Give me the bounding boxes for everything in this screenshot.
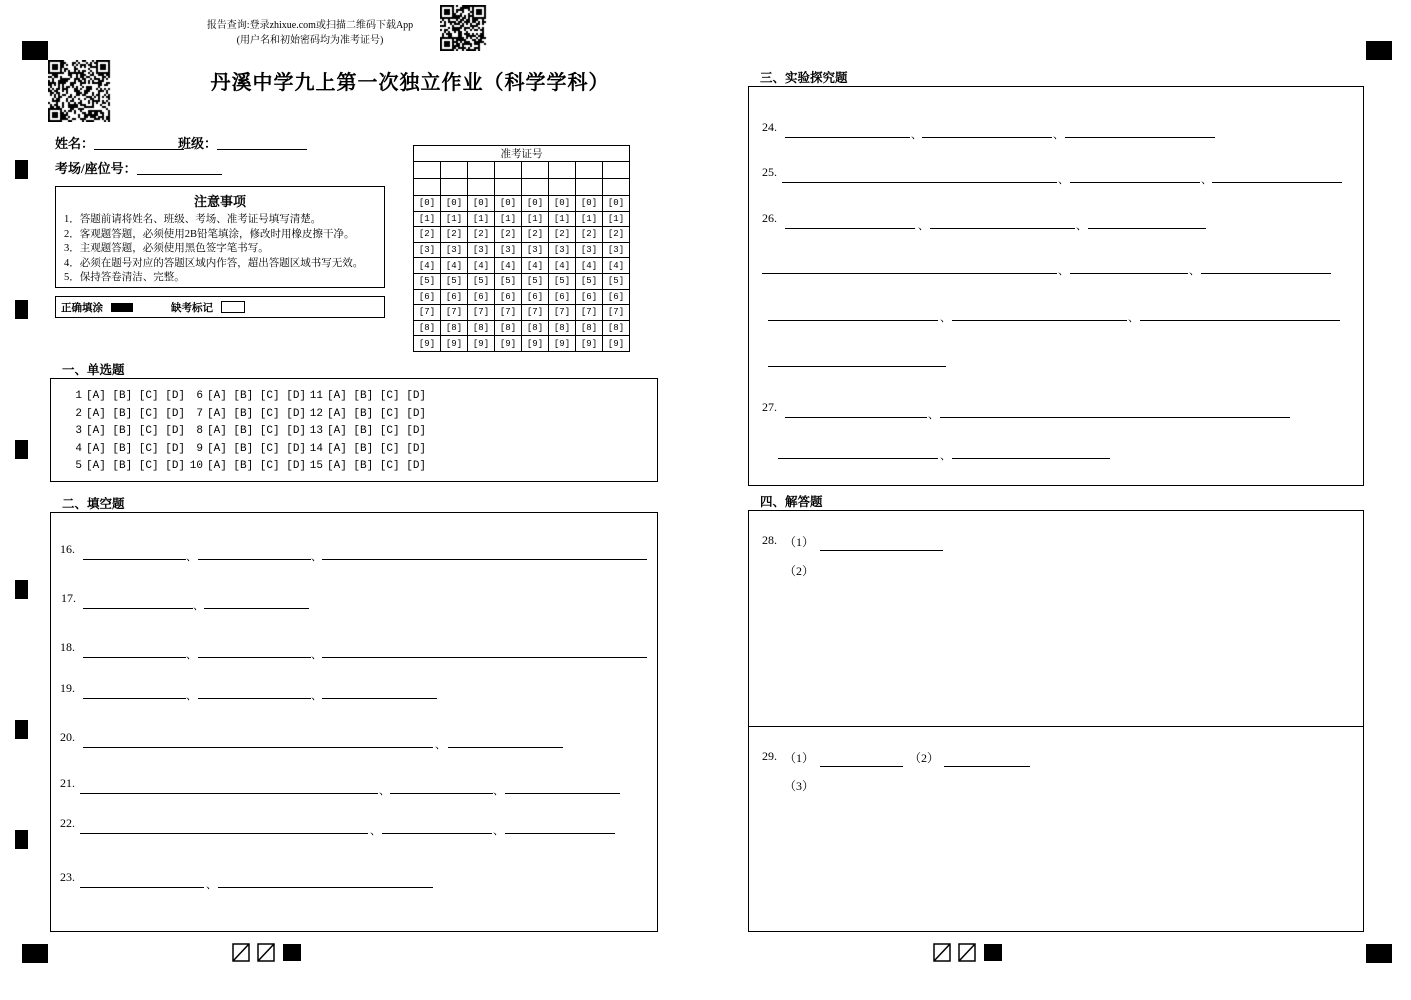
exam-number-bubble[interactable]: [7] <box>468 305 495 321</box>
exam-number-bubble[interactable]: [7] <box>603 305 630 321</box>
exam-number-bubble[interactable]: [2] <box>495 227 522 243</box>
registration-mark-bl <box>22 944 48 963</box>
exam-number-bubble[interactable]: [6] <box>576 289 603 305</box>
exam-number-bubble[interactable]: [0] <box>414 196 441 212</box>
mc-number: 12 <box>309 407 323 420</box>
mc-options[interactable]: [A] [B] [C] [D] <box>207 460 307 472</box>
exam-number-bubble[interactable]: [7] <box>576 305 603 321</box>
answer-line[interactable] <box>80 793 378 794</box>
section-title-2: 二、填空题 <box>62 497 125 511</box>
separator-dun: 、 <box>311 690 322 702</box>
question-number-17: 17. <box>61 591 76 605</box>
answer-line[interactable] <box>1065 137 1215 138</box>
mc-number: 2 <box>75 407 82 420</box>
exam-number-bubble[interactable]: [1] <box>414 211 441 227</box>
exam-number-bubble[interactable]: [5] <box>441 273 468 289</box>
mc-number: 8 <box>196 425 203 437</box>
exam-number-bubble[interactable]: [3] <box>549 242 576 258</box>
qr-code-student <box>48 60 120 122</box>
exam-number-bubble[interactable]: [9] <box>549 336 576 352</box>
exam-number-bubble[interactable]: [9] <box>441 336 468 352</box>
separator-dun: 、 <box>370 825 381 837</box>
mc-options[interactable]: [A] [B] [C] [D] <box>327 390 427 402</box>
mc-number: 14 <box>309 442 323 455</box>
exam-number-bubble[interactable]: [1] <box>603 211 630 227</box>
page-mark-shapes-left <box>232 943 312 963</box>
question-number-25: 25. <box>762 165 777 179</box>
exam-number-bubble[interactable]: [3] <box>576 242 603 258</box>
room-seat-field-label <box>55 158 222 177</box>
separator-dun: 、 <box>1189 265 1200 277</box>
exam-number-bubble[interactable]: [9] <box>495 336 522 352</box>
separator-dun: 、 <box>918 220 929 232</box>
separator-dun: 、 <box>493 825 504 837</box>
exam-number-bubble[interactable]: [2] <box>576 227 603 243</box>
page-marks-left <box>232 943 312 968</box>
mc-item-11[interactable] <box>305 390 426 402</box>
exam-number-bubble[interactable]: [8] <box>549 320 576 336</box>
mc-item-5[interactable] <box>64 460 185 472</box>
separator-dun: 、 <box>1128 312 1139 324</box>
question-number-19: 19. <box>60 681 75 695</box>
question-29-part-1: （1） <box>784 751 815 765</box>
exam-number-bubbles[interactable] <box>414 196 630 352</box>
separator-dun: 、 <box>1058 265 1069 277</box>
exam-number-bubble[interactable]: [4] <box>522 258 549 274</box>
mc-item-2[interactable] <box>64 408 185 420</box>
exam-number-bubble[interactable]: [7] <box>495 305 522 321</box>
question-number-20: 20. <box>60 730 75 744</box>
report-query-line1: 报告查询:登录zhixue.com或扫描二维码下载App <box>206 20 414 31</box>
answer-line[interactable] <box>382 833 492 834</box>
separator-dun: 、 <box>186 690 197 702</box>
exam-number-bubble[interactable]: [2] <box>441 227 468 243</box>
separator-dun: 、 <box>1058 174 1069 186</box>
answer-line[interactable] <box>1070 273 1188 274</box>
separator-dun: 、 <box>1201 174 1212 186</box>
notice-item: 4．必须在题号对应的答题区域内作答，超出答题区域书写无效。 <box>64 257 364 269</box>
exam-number-bubble[interactable]: [7] <box>549 305 576 321</box>
exam-number-bubble[interactable]: [0] <box>441 196 468 212</box>
mc-number: 6 <box>196 390 203 402</box>
answer-line[interactable] <box>1212 182 1342 183</box>
exam-number-bubble[interactable]: [8] <box>468 320 495 336</box>
question-number-18: 18. <box>60 640 75 654</box>
answer-line[interactable] <box>782 182 1057 183</box>
section-title-3: 三、实验探究题 <box>760 71 848 85</box>
room-seat-input-line[interactable] <box>137 160 222 175</box>
exam-number-bubble[interactable]: [8] <box>414 320 441 336</box>
timing-mark-left-2 <box>15 300 28 319</box>
exam-number-title: 准考证号 <box>414 146 630 162</box>
mc-number: 5 <box>75 460 82 472</box>
mc-options[interactable]: [A] [B] [C] [D] <box>86 460 186 472</box>
answer-line[interactable] <box>768 320 938 321</box>
mc-options[interactable]: [A] [B] [C] [D] <box>327 407 427 420</box>
answer-line[interactable] <box>1088 228 1206 229</box>
name-label: 姓名： <box>55 136 95 151</box>
class-input-line[interactable] <box>217 135 307 150</box>
separator-dun: 、 <box>435 739 446 751</box>
exam-number-bubble[interactable]: [6] <box>468 289 495 305</box>
exam-number-bubble[interactable]: [6] <box>414 289 441 305</box>
exam-number-bubble[interactable]: [8] <box>522 320 549 336</box>
timing-mark-left-6 <box>15 830 28 849</box>
report-query-note <box>190 18 430 48</box>
exam-number-bubble[interactable]: [1] <box>549 211 576 227</box>
question-29-part-2: （2） <box>909 751 940 765</box>
separator-dun: 、 <box>193 600 204 612</box>
exam-number-bubble[interactable]: [5] <box>468 273 495 289</box>
question-number-27: 27. <box>762 400 777 414</box>
exam-number-bubble[interactable]: [9] <box>468 336 495 352</box>
registration-mark-br <box>1366 944 1392 963</box>
answer-line[interactable] <box>83 559 186 560</box>
exam-number-bubble[interactable]: [9] <box>522 336 549 352</box>
name-input-line[interactable] <box>94 135 184 150</box>
question-number-16: 16. <box>60 542 75 556</box>
answer-line[interactable] <box>952 320 1127 321</box>
exam-number-write-row <box>414 162 630 179</box>
exam-number-bubble[interactable]: [3] <box>603 242 630 258</box>
answer-line[interactable] <box>778 458 938 459</box>
answer-line[interactable] <box>198 657 311 658</box>
exam-number-bubble[interactable]: [8] <box>441 320 468 336</box>
separator-dun: 、 <box>1053 129 1064 141</box>
exam-number-grid[interactable] <box>413 145 630 352</box>
separator-dun: 、 <box>911 129 922 141</box>
qr-code-top <box>440 5 506 51</box>
mc-options[interactable]: [A] [B] [C] [D] <box>86 442 186 455</box>
section-title-1: 一、单选题 <box>62 363 125 377</box>
notice-box <box>55 186 385 288</box>
answer-line[interactable] <box>1140 320 1340 321</box>
exam-number-bubble[interactable]: [7] <box>522 305 549 321</box>
question-29-part-3: （3） <box>784 779 815 793</box>
timing-mark-left-1 <box>15 160 28 179</box>
exam-number-bubble[interactable]: [0] <box>468 196 495 212</box>
question-number-26: 26. <box>762 211 777 225</box>
exam-number-digit-row[interactable] <box>414 211 630 227</box>
answer-line[interactable] <box>762 273 1057 274</box>
mc-number: 9 <box>196 442 203 455</box>
answer-line[interactable] <box>390 793 493 794</box>
mc-options[interactable]: [A] [B] [C] [D] <box>86 425 186 437</box>
exam-number-bubble[interactable]: [6] <box>441 289 468 305</box>
exam-number-bubble[interactable]: [1] <box>468 211 495 227</box>
separator-dun: 、 <box>379 785 390 797</box>
mc-options[interactable]: [A] [B] [C] [D] <box>327 460 427 472</box>
exam-number-bubble[interactable]: [4] <box>468 258 495 274</box>
exam-number-bubble[interactable]: [1] <box>441 211 468 227</box>
class-label: 班级： <box>178 136 218 151</box>
separator-dun: 、 <box>928 409 939 421</box>
page-title: 丹溪中学九上第一次独立作业（科学学科） <box>210 72 610 94</box>
exam-number-bubble[interactable]: [4] <box>414 258 441 274</box>
exam-number-bubble[interactable]: [5] <box>414 273 441 289</box>
fill-mark-legend <box>55 296 385 318</box>
page-mark-shapes-right <box>933 943 1013 963</box>
report-query-line2: (用户名和初始密码均为准考证号) <box>236 35 384 46</box>
mc-number: 11 <box>309 390 323 402</box>
exam-number-bubble[interactable]: [7] <box>441 305 468 321</box>
exam-number-digit-row[interactable] <box>414 320 630 336</box>
answer-line[interactable] <box>785 228 915 229</box>
mc-item-6[interactable] <box>185 390 306 402</box>
mc-options[interactable]: [A] [B] [C] [D] <box>207 425 307 437</box>
answer-line[interactable] <box>80 833 368 834</box>
exam-number-bubble[interactable]: [3] <box>414 242 441 258</box>
separator-dun: 、 <box>206 879 217 891</box>
mc-item-1[interactable] <box>64 390 185 402</box>
separator-dun: 、 <box>1076 220 1087 232</box>
mc-item-9[interactable] <box>185 443 306 455</box>
answer-line[interactable] <box>198 698 311 699</box>
notice-item: 2．客观题答题，必须使用2B铅笔填涂，修改时用橡皮擦干净。 <box>64 228 355 240</box>
mc-options[interactable]: [A] [B] [C] [D] <box>327 425 427 437</box>
page-marks-right <box>933 943 1013 968</box>
mc-options[interactable]: [A] [B] [C] [D] <box>207 390 307 402</box>
exam-number-bubble[interactable]: [2] <box>603 227 630 243</box>
answer-line[interactable] <box>322 657 647 658</box>
exam-number-bubble[interactable]: [8] <box>495 320 522 336</box>
exam-number-bubble[interactable]: [9] <box>414 336 441 352</box>
mc-item-8[interactable] <box>185 425 306 437</box>
exam-number-bubble[interactable]: [4] <box>576 258 603 274</box>
solution-box[interactable] <box>748 510 1364 932</box>
answer-line[interactable] <box>1070 182 1200 183</box>
timing-mark-left-5 <box>15 720 28 739</box>
exam-number-digit-row[interactable] <box>414 336 630 352</box>
exam-number-bubble[interactable]: [2] <box>468 227 495 243</box>
answer-line[interactable] <box>83 657 186 658</box>
answer-line[interactable] <box>198 559 311 560</box>
answer-line[interactable] <box>83 608 193 609</box>
answer-line[interactable] <box>952 458 1110 459</box>
exam-number-write-row-2 <box>414 179 630 196</box>
question-number-23: 23. <box>60 870 75 884</box>
mc-options[interactable]: [A] [B] [C] [D] <box>207 442 307 455</box>
exam-number-bubble[interactable]: [1] <box>576 211 603 227</box>
mc-number: 3 <box>75 425 82 437</box>
mc-item-14[interactable] <box>305 443 426 455</box>
mc-item-12[interactable] <box>305 408 426 420</box>
experiment-box[interactable] <box>748 86 1364 486</box>
mc-options[interactable]: [A] [B] [C] [D] <box>207 407 307 420</box>
exam-number-bubble[interactable]: [2] <box>549 227 576 243</box>
mc-item-13[interactable] <box>305 425 426 437</box>
answer-line[interactable] <box>944 766 1030 767</box>
exam-number-bubble[interactable]: [8] <box>576 320 603 336</box>
separator-dun: 、 <box>186 649 197 661</box>
room-seat-label: 考场/座位号： <box>55 161 137 176</box>
exam-number-bubble[interactable]: [2] <box>522 227 549 243</box>
exam-number-bubble[interactable]: [7] <box>414 305 441 321</box>
mc-number: 15 <box>309 460 323 472</box>
registration-mark-tl <box>22 41 48 60</box>
answer-line[interactable] <box>83 698 186 699</box>
exam-number-digit-row[interactable] <box>414 258 630 274</box>
answer-line[interactable] <box>448 747 563 748</box>
exam-number-bubble[interactable]: [9] <box>576 336 603 352</box>
exam-number-bubble[interactable]: [6] <box>603 289 630 305</box>
exam-number-bubble[interactable]: [4] <box>441 258 468 274</box>
exam-number-bubble[interactable]: [4] <box>495 258 522 274</box>
exam-number-bubble[interactable]: [4] <box>603 258 630 274</box>
answer-line[interactable] <box>218 887 433 888</box>
answer-line[interactable] <box>820 550 943 551</box>
exam-number-bubble[interactable]: [6] <box>549 289 576 305</box>
question-28-part-2: （2） <box>784 564 815 578</box>
exam-number-bubble[interactable]: [0] <box>549 196 576 212</box>
correct-fill-label: 正确填涂 <box>61 302 103 314</box>
exam-number-digit-row[interactable] <box>414 242 630 258</box>
exam-number-digit-row[interactable] <box>414 227 630 243</box>
answer-line[interactable] <box>322 698 437 699</box>
exam-number-bubble[interactable]: [1] <box>495 211 522 227</box>
exam-number-bubble[interactable]: [3] <box>495 242 522 258</box>
question-number-24: 24. <box>762 120 777 134</box>
exam-number-bubble[interactable]: [6] <box>495 289 522 305</box>
question-number-28: 28. <box>762 533 777 547</box>
mc-options[interactable]: [A] [B] [C] [D] <box>86 407 186 420</box>
separator-dun: 、 <box>311 649 322 661</box>
separator-dun: 、 <box>311 551 322 563</box>
answer-line[interactable] <box>1201 273 1331 274</box>
mc-options[interactable]: [A] [B] [C] [D] <box>327 442 427 455</box>
exam-number-digit-row[interactable] <box>414 196 630 212</box>
question-28-part-1: （1） <box>784 535 815 549</box>
answer-line[interactable] <box>505 833 615 834</box>
exam-number-bubble[interactable]: [5] <box>549 273 576 289</box>
exam-number-bubble[interactable]: [3] <box>468 242 495 258</box>
answer-line[interactable] <box>322 559 647 560</box>
mc-number: 10 <box>189 460 203 472</box>
mc-number: 4 <box>75 442 82 455</box>
exam-number-bubble[interactable]: [1] <box>522 211 549 227</box>
answer-line[interactable] <box>922 137 1052 138</box>
timing-mark-left-3 <box>15 440 28 459</box>
exam-number-bubble[interactable]: [3] <box>441 242 468 258</box>
answer-line[interactable] <box>785 417 927 418</box>
answer-line[interactable] <box>505 793 620 794</box>
exam-number-bubble[interactable]: [5] <box>522 273 549 289</box>
exam-number-bubble[interactable]: [4] <box>549 258 576 274</box>
notice-list <box>56 213 384 286</box>
solution-divider <box>748 726 1364 727</box>
notice-title: 注意事项 <box>193 194 246 209</box>
class-field-label <box>178 133 307 152</box>
mc-options[interactable]: [A] [B] [C] [D] <box>86 390 186 402</box>
separator-dun: 、 <box>940 450 951 462</box>
mc-item-15[interactable] <box>305 460 426 472</box>
answer-line[interactable] <box>204 608 309 609</box>
answer-line[interactable] <box>80 887 204 888</box>
exam-number-bubble[interactable]: [5] <box>603 273 630 289</box>
exam-number-bubble[interactable]: [5] <box>576 273 603 289</box>
absent-mark-label: 缺考标记 <box>171 302 213 314</box>
notice-item: 5．保持答卷清洁、完整。 <box>64 272 185 283</box>
notice-item: 3．主观题答题，必须使用黑色签字笔书写。 <box>64 243 269 254</box>
mc-item-10[interactable] <box>185 460 306 472</box>
exam-number-bubble[interactable]: [9] <box>603 336 630 352</box>
question-number-21: 21. <box>60 776 75 790</box>
absent-bubble-sample[interactable] <box>221 301 245 313</box>
fill-blank-box[interactable] <box>50 512 658 932</box>
answer-line[interactable] <box>83 747 433 748</box>
exam-number-bubble[interactable]: [8] <box>603 320 630 336</box>
answer-line[interactable] <box>785 137 910 138</box>
exam-number-bubble[interactable]: [0] <box>603 196 630 212</box>
answer-line[interactable] <box>768 366 946 367</box>
mc-number: 1 <box>75 390 82 402</box>
mc-number: 7 <box>196 407 203 420</box>
exam-number-bubble[interactable]: [0] <box>495 196 522 212</box>
mc-item-7[interactable] <box>185 408 306 420</box>
separator-dun: 、 <box>940 312 951 324</box>
exam-number-bubble[interactable]: [3] <box>522 242 549 258</box>
answer-line[interactable] <box>820 766 903 767</box>
exam-number-bubble[interactable]: [0] <box>576 196 603 212</box>
exam-number-bubble[interactable]: [5] <box>495 273 522 289</box>
question-number-22: 22. <box>60 816 75 830</box>
notice-item: 1．答题前请将姓名、班级、考场、准考证号填写清楚。 <box>64 214 322 225</box>
filled-bubble-sample <box>111 303 133 312</box>
mc-number: 13 <box>309 425 323 437</box>
separator-dun: 、 <box>493 785 504 797</box>
exam-number-digit-row[interactable] <box>414 273 630 289</box>
exam-number-digit-row[interactable] <box>414 289 630 305</box>
registration-mark-tr <box>1366 41 1392 60</box>
mc-item-4[interactable] <box>64 443 185 455</box>
exam-number-digit-row[interactable] <box>414 305 630 321</box>
answer-line[interactable] <box>930 228 1075 229</box>
timing-mark-left-4 <box>15 580 28 599</box>
name-field-label <box>55 133 184 152</box>
exam-number-bubble[interactable]: [0] <box>522 196 549 212</box>
exam-number-bubble[interactable]: [6] <box>522 289 549 305</box>
question-number-29: 29. <box>762 749 777 763</box>
section-title-4: 四、解答题 <box>760 495 823 509</box>
exam-number-bubble[interactable]: [2] <box>414 227 441 243</box>
answer-line[interactable] <box>940 417 1290 418</box>
mc-item-3[interactable] <box>64 425 185 437</box>
separator-dun: 、 <box>186 551 197 563</box>
